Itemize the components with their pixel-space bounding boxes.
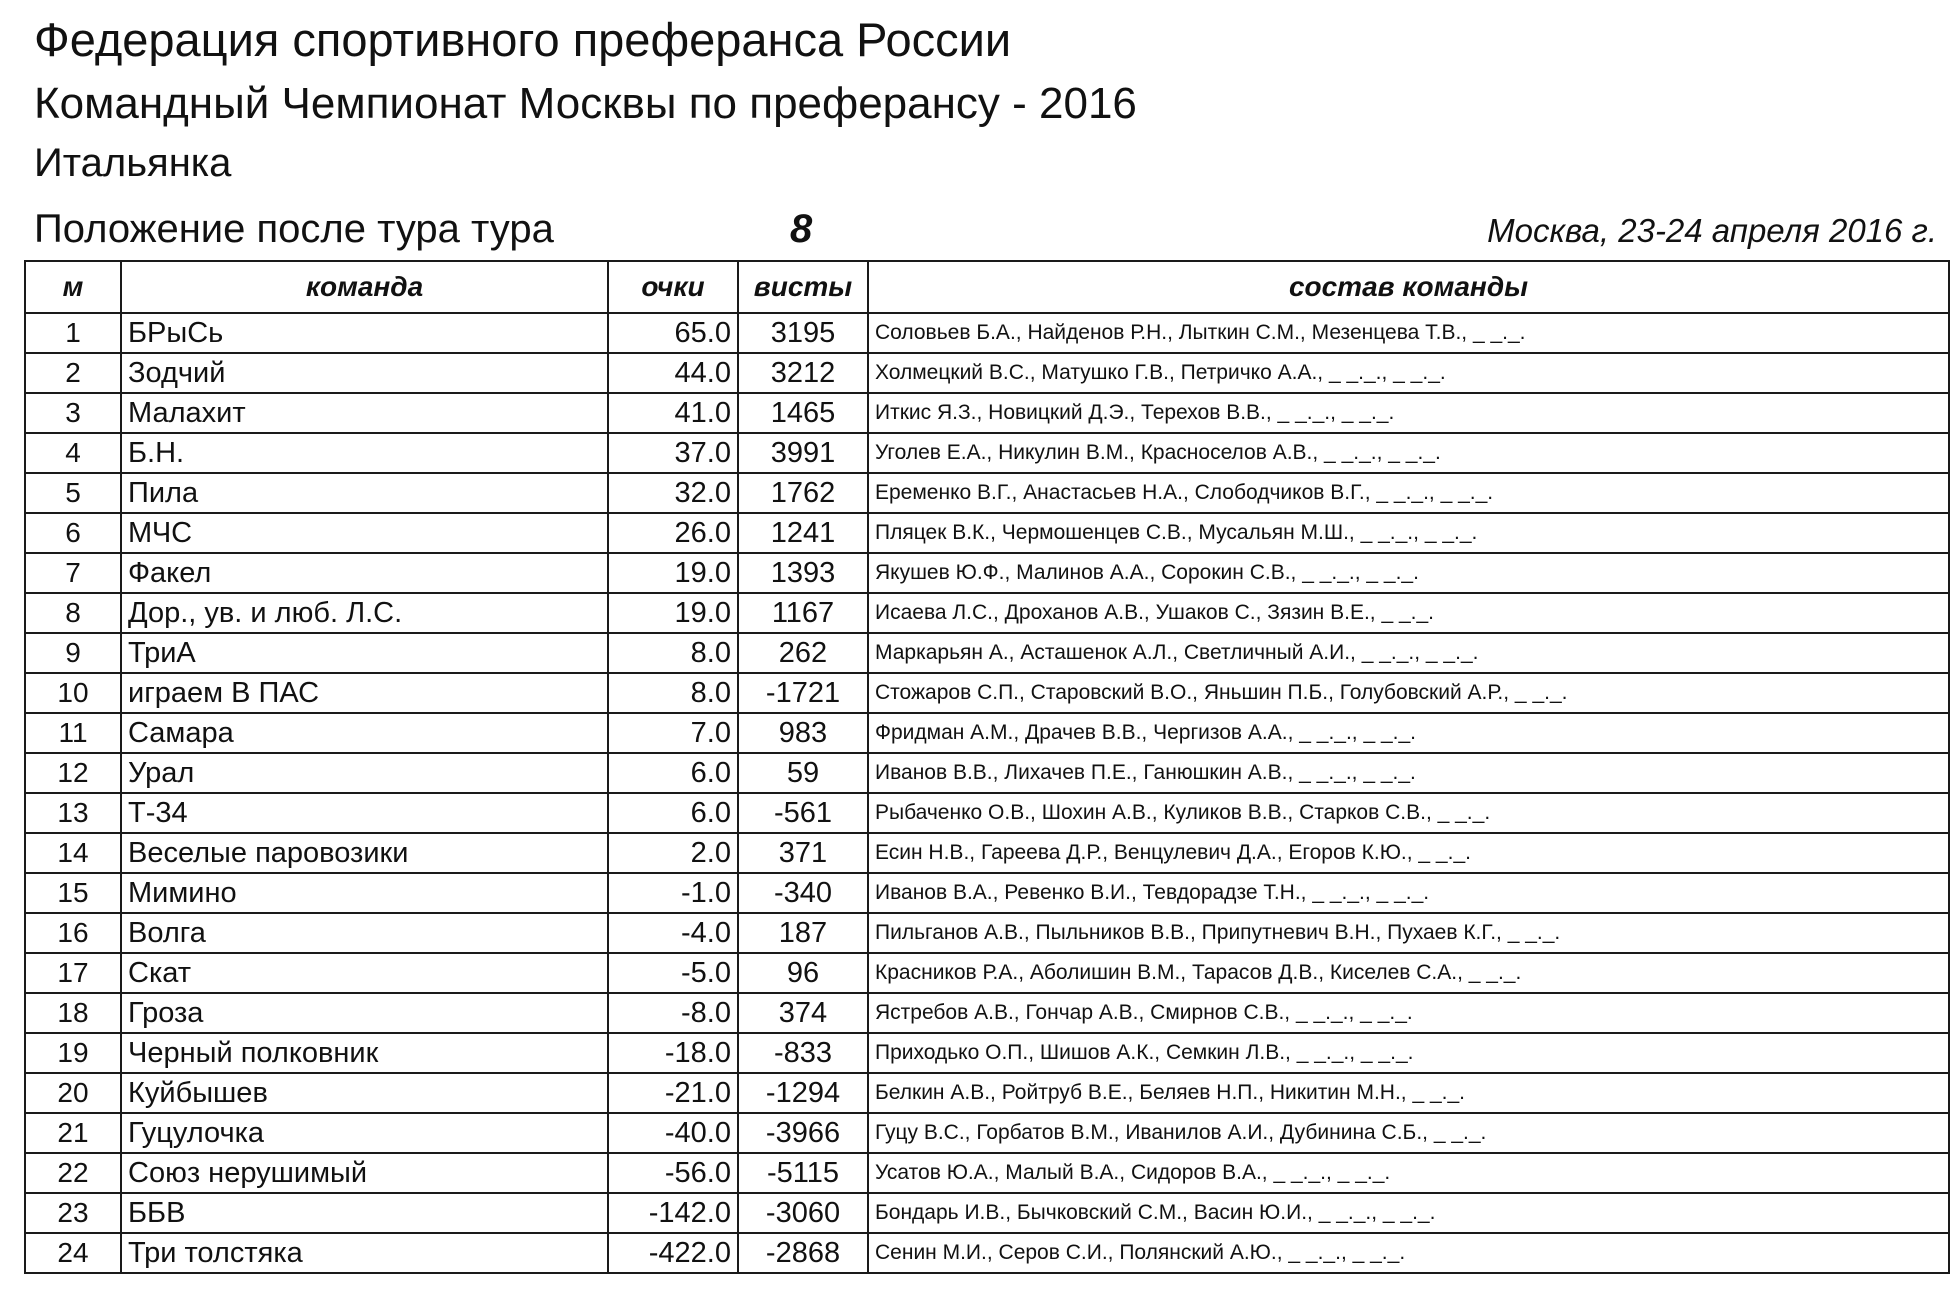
cell-roster: Бондарь И.В., Бычковский С.М., Васин Ю.И., _ _._., _ _._. xyxy=(868,1193,1949,1233)
cell-roster: Холмецкий В.С., Матушко Г.В., Петричко А.А., _ _._., _ _._. xyxy=(868,353,1949,393)
cell-place: 14 xyxy=(25,833,121,873)
table-row xyxy=(25,913,1949,953)
table-row xyxy=(25,433,1949,473)
tour-number: 8 xyxy=(790,207,813,251)
cell-team: Гроза xyxy=(121,993,608,1033)
cell-roster: Пляцек В.К., Чермошенцев С.В., Мусальян М.Ш., _ _._., _ _._. xyxy=(868,513,1949,553)
cell-wists: 3212 xyxy=(738,353,868,393)
cell-wists: -340 xyxy=(738,873,868,913)
cell-wists: -833 xyxy=(738,1033,868,1073)
cell-wists: 1465 xyxy=(738,393,868,433)
cell-place: 10 xyxy=(25,673,121,713)
cell-roster: Красников Р.А., Аболишин В.М., Тарасов Д.В., Киселев С.А., _ _._. xyxy=(868,953,1949,993)
cell-place: 15 xyxy=(25,873,121,913)
cell-roster: Фридман А.М., Драчев В.В., Чергизов А.А., _ _._., _ _._. xyxy=(868,713,1949,753)
cell-points: -1.0 xyxy=(608,873,738,913)
cell-points: 19.0 xyxy=(608,593,738,633)
header-row xyxy=(25,261,1949,313)
cell-points: 32.0 xyxy=(608,473,738,513)
table-row xyxy=(25,793,1949,833)
cell-team: Три толстяка xyxy=(121,1233,608,1273)
cell-wists: -3966 xyxy=(738,1113,868,1153)
cell-wists: 374 xyxy=(738,993,868,1033)
table-row xyxy=(25,673,1949,713)
cell-roster: Усатов Ю.А., Малый В.А., Сидоров В.А., _ _._., _ _._. xyxy=(868,1153,1949,1193)
cell-points: 19.0 xyxy=(608,553,738,593)
table-row xyxy=(25,313,1949,353)
table-row xyxy=(25,553,1949,593)
cell-team: Волга xyxy=(121,913,608,953)
cell-team: Союз нерушимый xyxy=(121,1153,608,1193)
cell-wists: 1762 xyxy=(738,473,868,513)
cell-points: 8.0 xyxy=(608,633,738,673)
cell-team: Малахит xyxy=(121,393,608,433)
championship-title: Командный Чемпионат Москвы по преферансу - 2016 xyxy=(34,79,1137,128)
cell-wists: -1721 xyxy=(738,673,868,713)
cell-points: 26.0 xyxy=(608,513,738,553)
table-row xyxy=(25,393,1949,433)
cell-place: 11 xyxy=(25,713,121,753)
cell-wists: 262 xyxy=(738,633,868,673)
cell-team: Зодчий xyxy=(121,353,608,393)
table-row xyxy=(25,713,1949,753)
cell-roster: Иванов В.В., Лихачев П.Е., Ганюшкин А.В., _ _._., _ _._. xyxy=(868,753,1949,793)
table-row xyxy=(25,593,1949,633)
cell-points: 44.0 xyxy=(608,353,738,393)
cell-team: Куйбышев xyxy=(121,1073,608,1113)
cell-points: -40.0 xyxy=(608,1113,738,1153)
table-row xyxy=(25,753,1949,793)
column-header-roster: состав команды xyxy=(868,261,1949,313)
cell-points: 65.0 xyxy=(608,313,738,353)
cell-team: Пила xyxy=(121,473,608,513)
cell-roster: Соловьев Б.А., Найденов Р.Н., Лыткин С.М., Мезенцева Т.В., _ _._. xyxy=(868,313,1949,353)
position-label: Положение после тура тура xyxy=(34,207,554,251)
cell-team: БРыСь xyxy=(121,313,608,353)
cell-points: 7.0 xyxy=(608,713,738,753)
table-row xyxy=(25,993,1949,1033)
cell-roster: Иванов В.А., Ревенко В.И., Тевдорадзе Т.Н., _ _._., _ _._. xyxy=(868,873,1949,913)
cell-place: 21 xyxy=(25,1113,121,1153)
table-row xyxy=(25,873,1949,913)
cell-place: 12 xyxy=(25,753,121,793)
table-row xyxy=(25,953,1949,993)
place-date: Москва, 23-24 апреля 2016 г. xyxy=(1487,212,1937,249)
cell-team: Урал xyxy=(121,753,608,793)
cell-wists: 1167 xyxy=(738,593,868,633)
cell-place: 17 xyxy=(25,953,121,993)
cell-points: -8.0 xyxy=(608,993,738,1033)
cell-team: МЧС xyxy=(121,513,608,553)
cell-team: Гуцулочка xyxy=(121,1113,608,1153)
cell-place: 7 xyxy=(25,553,121,593)
cell-place: 13 xyxy=(25,793,121,833)
cell-place: 18 xyxy=(25,993,121,1033)
table-row xyxy=(25,1233,1949,1273)
cell-wists: -3060 xyxy=(738,1193,868,1233)
table-row xyxy=(25,1153,1949,1193)
cell-team: Мимино xyxy=(121,873,608,913)
column-header-points: очки xyxy=(608,261,738,313)
cell-team: Черный полковник xyxy=(121,1033,608,1073)
cell-place: 24 xyxy=(25,1233,121,1273)
standings-table xyxy=(24,260,1950,1274)
cell-team: Т-34 xyxy=(121,793,608,833)
cell-team: Факел xyxy=(121,553,608,593)
cell-team: играем В ПАС xyxy=(121,673,608,713)
cell-team: Б.Н. xyxy=(121,433,608,473)
cell-roster: Исаева Л.С., Дроханов А.В., Ушаков С., Зязин В.Е., _ _._. xyxy=(868,593,1949,633)
federation-title: Федерация спортивного преферанса России xyxy=(34,13,1012,66)
cell-wists: 371 xyxy=(738,833,868,873)
column-header-place: м xyxy=(25,261,121,313)
cell-wists: 983 xyxy=(738,713,868,753)
cell-roster: Пильганов А.В., Пыльников В.В., Припутневич В.Н., Пухаев К.Г., _ _._. xyxy=(868,913,1949,953)
cell-wists: 3195 xyxy=(738,313,868,353)
table-row xyxy=(25,1033,1949,1073)
table-row xyxy=(25,513,1949,553)
cell-points: 6.0 xyxy=(608,753,738,793)
cell-wists: -561 xyxy=(738,793,868,833)
cell-roster: Стожаров С.П., Старовский В.О., Яньшин П.Б., Голубовский А.Р., _ _._. xyxy=(868,673,1949,713)
format-subtitle: Итальянка xyxy=(34,141,232,185)
table-row xyxy=(25,1113,1949,1153)
cell-points: -4.0 xyxy=(608,913,738,953)
cell-wists: -2868 xyxy=(738,1233,868,1273)
cell-place: 20 xyxy=(25,1073,121,1113)
cell-wists: 59 xyxy=(738,753,868,793)
cell-team: Веселые паровозики xyxy=(121,833,608,873)
cell-roster: Белкин А.В., Ройтруб В.Е., Беляев Н.П., Никитин М.Н., _ _._. xyxy=(868,1073,1949,1113)
cell-wists: 96 xyxy=(738,953,868,993)
cell-place: 8 xyxy=(25,593,121,633)
table-row xyxy=(25,1193,1949,1233)
table-row xyxy=(25,833,1949,873)
cell-team: ТриА xyxy=(121,633,608,673)
cell-points: -5.0 xyxy=(608,953,738,993)
cell-place: 3 xyxy=(25,393,121,433)
cell-points: -142.0 xyxy=(608,1193,738,1233)
cell-team: Дор., ув. и люб. Л.С. xyxy=(121,593,608,633)
column-header-team: команда xyxy=(121,261,608,313)
table-row xyxy=(25,473,1949,513)
cell-points: -21.0 xyxy=(608,1073,738,1113)
cell-roster: Есин Н.В., Гареева Д.Р., Венцулевич Д.А., Егоров К.Ю., _ _._. xyxy=(868,833,1949,873)
cell-place: 23 xyxy=(25,1193,121,1233)
table-row xyxy=(25,353,1949,393)
cell-team: ББВ xyxy=(121,1193,608,1233)
table-row xyxy=(25,633,1949,673)
cell-place: 16 xyxy=(25,913,121,953)
cell-roster: Иткис Я.З., Новицкий Д.Э., Терехов В.В., _ _._., _ _._. xyxy=(868,393,1949,433)
cell-team: Скат xyxy=(121,953,608,993)
cell-points: 6.0 xyxy=(608,793,738,833)
cell-roster: Маркарьян А., Асташенок А.Л., Светличный А.И., _ _._., _ _._. xyxy=(868,633,1949,673)
cell-roster: Рыбаченко О.В., Шохин А.В., Куликов В.В., Старков С.В., _ _._. xyxy=(868,793,1949,833)
cell-points: 8.0 xyxy=(608,673,738,713)
cell-wists: -5115 xyxy=(738,1153,868,1193)
cell-roster: Приходько О.П., Шишов А.К., Семкин Л.В., _ _._., _ _._. xyxy=(868,1033,1949,1073)
cell-points: -56.0 xyxy=(608,1153,738,1193)
table-row xyxy=(25,1073,1949,1113)
cell-roster: Еременко В.Г., Анастасьев Н.А., Слободчиков В.Г., _ _._., _ _._. xyxy=(868,473,1949,513)
cell-wists: 187 xyxy=(738,913,868,953)
cell-place: 4 xyxy=(25,433,121,473)
cell-wists: 1393 xyxy=(738,553,868,593)
cell-points: 2.0 xyxy=(608,833,738,873)
cell-points: 41.0 xyxy=(608,393,738,433)
cell-points: -422.0 xyxy=(608,1233,738,1273)
cell-wists: -1294 xyxy=(738,1073,868,1113)
cell-roster: Сенин М.И., Серов С.И., Полянский А.Ю., _ _._., _ _._. xyxy=(868,1233,1949,1273)
cell-place: 22 xyxy=(25,1153,121,1193)
cell-place: 6 xyxy=(25,513,121,553)
cell-roster: Гуцу В.С., Горбатов В.М., Иванилов А.И., Дубинина С.Б., _ _._. xyxy=(868,1113,1949,1153)
cell-wists: 1241 xyxy=(738,513,868,553)
cell-place: 19 xyxy=(25,1033,121,1073)
cell-roster: Ястребов А.В., Гончар А.В., Смирнов С.В., _ _._., _ _._. xyxy=(868,993,1949,1033)
cell-wists: 3991 xyxy=(738,433,868,473)
cell-place: 2 xyxy=(25,353,121,393)
column-header-wists: висты xyxy=(738,261,868,313)
cell-place: 1 xyxy=(25,313,121,353)
cell-points: 37.0 xyxy=(608,433,738,473)
cell-place: 5 xyxy=(25,473,121,513)
cell-place: 9 xyxy=(25,633,121,673)
cell-roster: Уголев Е.А., Никулин В.М., Красноселов А.В., _ _._., _ _._. xyxy=(868,433,1949,473)
cell-team: Самара xyxy=(121,713,608,753)
standings-body xyxy=(25,313,1949,1273)
cell-roster: Якушев Ю.Ф., Малинов А.А., Сорокин С.В., _ _._., _ _._. xyxy=(868,553,1949,593)
cell-points: -18.0 xyxy=(608,1033,738,1073)
